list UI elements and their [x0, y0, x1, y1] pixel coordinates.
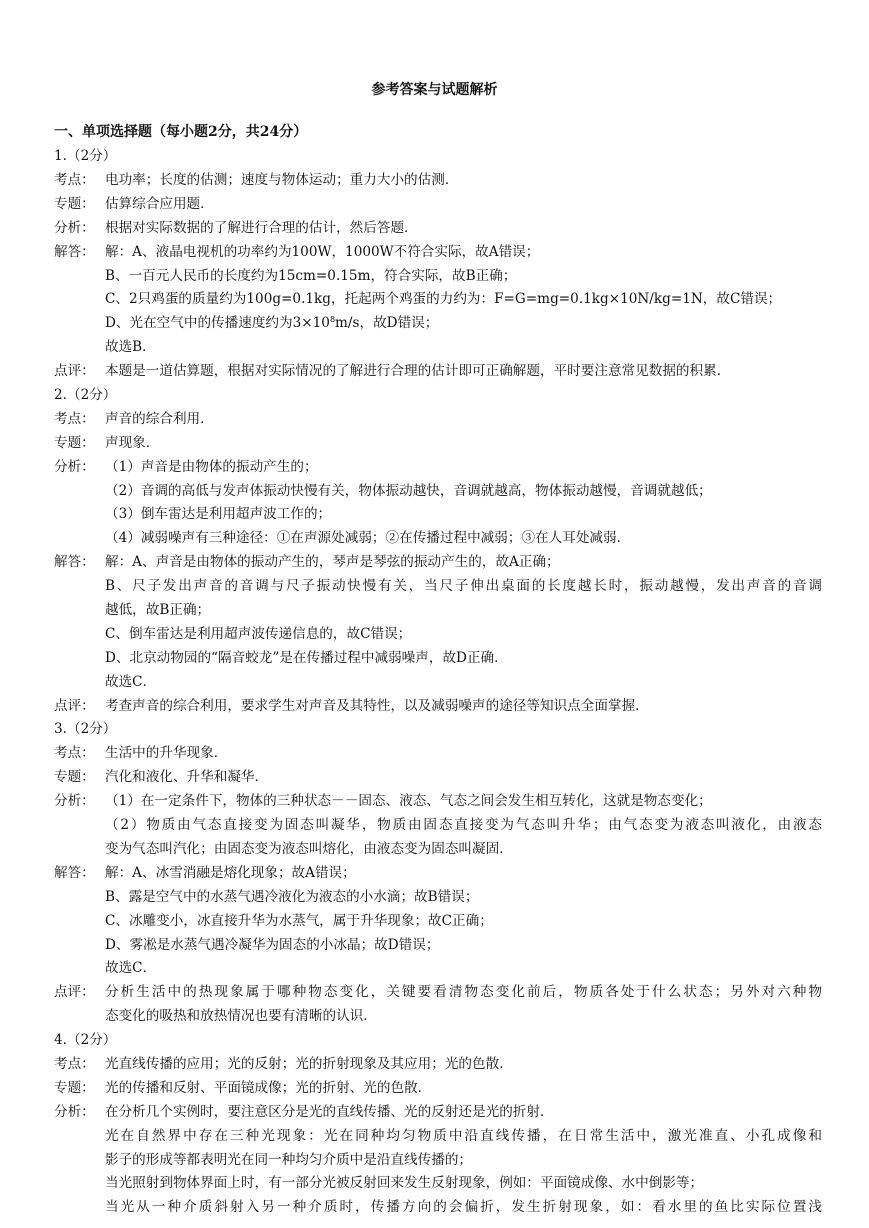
kaodian-text: 声音的综合利用． — [105, 410, 214, 427]
dianping-row — [54, 360, 822, 384]
jieda-line — [105, 312, 822, 336]
jieda-line: B、尺子发出声音的音调与尺子振动快慢有关，当尺子伸出桌面的长度越长时，振动越慢，发出声音的音调 — [105, 578, 822, 595]
kaodian-row — [54, 1053, 822, 1077]
fenxi-label: 分析： — [54, 1103, 95, 1120]
fenxi-line: （1）在一定条件下，物体的三种状态－－固态、液态、气态之间会发生相互转化，这就是物态变化； — [105, 793, 712, 810]
fenxi-text: 根据对实际数据的了解进行合理的估计，然后答题． — [105, 219, 418, 236]
fenxi-line: （3）倒车雷达是利用超声波工作的； — [105, 506, 332, 523]
dianping-label: 点评： — [54, 697, 95, 714]
jieda-line: 故选C． — [105, 960, 157, 977]
fenxi-line: 变为气态叫汽化；由固态变为液态叫熔化，由液态变为固态叫凝固． — [105, 840, 513, 857]
jieda-text: D、光在空气中的传播速度约为3×10 — [105, 315, 330, 332]
kaodian-label: 考点： — [54, 745, 95, 762]
fenxi-row — [54, 1101, 822, 1220]
fenxi-line: （4）减弱噪声有三种途径：①在声源处减弱；②在传播过程中减弱；③在人耳处减弱． — [105, 530, 631, 547]
jieda-line: C、倒车雷达是利用超声波传递信息的，故C错误； — [105, 625, 412, 642]
kaodian-text: 电功率；长度的估测；速度与物体运动；重力大小的估测． — [105, 171, 459, 188]
fenxi-line: 当光照射到物体界面上时，有一部分光被反射回来发生反射现象，例如：平面镜成像、水中倒影等； — [105, 1175, 704, 1192]
jieda-line: B、露是空气中的水蒸气遇冷液化为液态的小水滴；故B错误； — [105, 888, 479, 905]
fenxi-row — [54, 456, 822, 552]
zhuanti-row — [54, 1077, 822, 1101]
zhuanti-text: 估算综合应用题． — [105, 195, 214, 212]
zhuanti-text: 光的传播和反射、平面镜成像；光的折射、光的色散． — [105, 1079, 432, 1096]
jieda-line: 解：A、液晶电视机的功率约为100W，1000W不符合实际，故A错误； — [105, 243, 540, 260]
answer-content — [54, 145, 822, 1220]
jieda-line: 越低，故B正确； — [105, 602, 211, 619]
jieda-label: 解答： — [54, 243, 95, 260]
question-2 — [54, 384, 822, 719]
jieda-line: C、2只鸡蛋的质量约为100g=0.1kg，托起两个鸡蛋的力约为：F=G=mg=0.1kg×10N/kg=1N，故C错误； — [105, 291, 782, 308]
question-3 — [54, 718, 822, 1029]
zhuanti-label: 专题： — [54, 195, 95, 212]
fenxi-line: 光在自然界中存在三种光现象：光在同种均匀物质中沿直线传播，在日常生活中，激光准直、小孔成像和 — [105, 1127, 822, 1144]
kaodian-label: 考点： — [54, 1055, 95, 1072]
fenxi-line: （1）声音是由物体的振动产生的； — [105, 458, 318, 475]
section-heading: 一、单项选择题（每小题2分，共24分） — [54, 124, 308, 140]
question-1 — [54, 145, 822, 384]
fenxi-row — [54, 217, 822, 241]
kaodian-row — [54, 408, 822, 432]
dianping-text: 本题是一道估算题，根据对实际情况的了解进行合理的估计即可正确解题，平时要注意常见数据的积累． — [105, 363, 731, 380]
zhuanti-text: 声现象． — [105, 434, 160, 451]
jieda-line: 解：A、声音是由物体的振动产生的，琴声是琴弦的振动产生的，故A正确； — [105, 554, 560, 571]
jieda-line: 故选C． — [105, 673, 157, 690]
fenxi-label: 分析： — [54, 793, 95, 810]
zhuanti-label: 专题： — [54, 769, 95, 786]
dianping-line: 分析生活中的热现象属于哪种物态变化，关键要看清物态变化前后，物质各处于什么状态；另外对六种物 — [105, 984, 822, 1001]
dianping-row — [54, 695, 822, 719]
kaodian-label: 考点： — [54, 171, 95, 188]
dianping-text: 考查声音的综合利用，要求学生对声音及其特性，以及减弱噪声的途径等知识点全面掌握． — [105, 697, 649, 714]
fenxi-line: 当光从一种介质斜射入另一种介质时，传播方向的会偏折，发生折射现象，如：看水里的鱼比实际位置浅 — [105, 1199, 822, 1216]
question-number: 1.（2分） — [54, 148, 117, 164]
jieda-row — [54, 241, 822, 360]
jieda-line: B、一百元人民币的长度约为15cm=0.15m，符合实际，故B正确； — [105, 267, 517, 284]
jieda-line: C、冰雕变小，冰直接升华为水蒸气，属于升华现象；故C正确； — [105, 912, 493, 929]
jieda-row — [54, 551, 822, 694]
zhuanti-row — [54, 766, 822, 790]
question-4 — [54, 1029, 822, 1220]
kaodian-text: 生活中的升华现象． — [105, 745, 228, 762]
zhuanti-text: 汽化和液化、升华和凝华． — [105, 769, 269, 786]
jieda-label: 解答： — [54, 554, 95, 571]
zhuanti-label: 专题： — [54, 1079, 95, 1096]
zhuanti-row — [54, 193, 822, 217]
kaodian-row — [54, 169, 822, 193]
question-number: 2.（2分） — [54, 386, 117, 403]
zhuanti-label: 专题： — [54, 434, 95, 451]
exponent: 8 — [329, 315, 336, 325]
fenxi-line: （2）物质由气态直接变为固态叫凝华，物质由固态直接变为气态叫升华；由气态变为液态叫液化，由液态 — [105, 817, 822, 834]
dianping-label: 点评： — [54, 984, 95, 1001]
fenxi-row — [54, 790, 822, 862]
kaodian-label: 考点： — [54, 410, 95, 427]
jieda-text: m/s，故D错误； — [335, 315, 439, 332]
fenxi-label: 分析： — [54, 458, 95, 475]
fenxi-line: （2）音调的高低与发声体振动快慢有关，物体振动越快，音调就越高，物体振动越慢，音调就越低； — [105, 482, 712, 499]
jieda-line: D、北京动物园的“隔音蛟龙”是在传播过程中减弱噪声，故D正确． — [105, 649, 508, 666]
zhuanti-row — [54, 432, 822, 456]
jieda-line: 解：A、冰雪消融是熔化现象；故A错误； — [105, 864, 356, 881]
question-number: 3.（2分） — [54, 721, 117, 738]
kaodian-text: 光直线传播的应用；光的反射；光的折射现象及其应用；光的色散． — [105, 1055, 513, 1072]
jieda-row — [54, 862, 822, 981]
dianping-line: 态变化的吸热和放热情况也要有清晰的认识． — [105, 1008, 377, 1025]
jieda-line: D、雾凇是水蒸气遇冷凝华为固态的小冰晶；故D错误； — [105, 936, 440, 953]
jieda-line: 故选B． — [105, 339, 156, 356]
fenxi-label: 分析： — [54, 219, 95, 236]
question-number: 4.（2分） — [54, 1032, 117, 1049]
fenxi-line: 在分析几个实例时，要注意区分是光的直线传播、光的反射还是光的折射． — [105, 1103, 554, 1120]
dianping-label: 点评： — [54, 363, 95, 380]
dianping-row — [54, 981, 822, 1029]
page-title: 参考答案与试题解析 — [371, 82, 498, 98]
jieda-label: 解答： — [54, 864, 95, 881]
fenxi-line: 影子的形成等都表明光在同一种均匀介质中是沿直线传播的； — [105, 1151, 473, 1168]
kaodian-row — [54, 742, 822, 766]
